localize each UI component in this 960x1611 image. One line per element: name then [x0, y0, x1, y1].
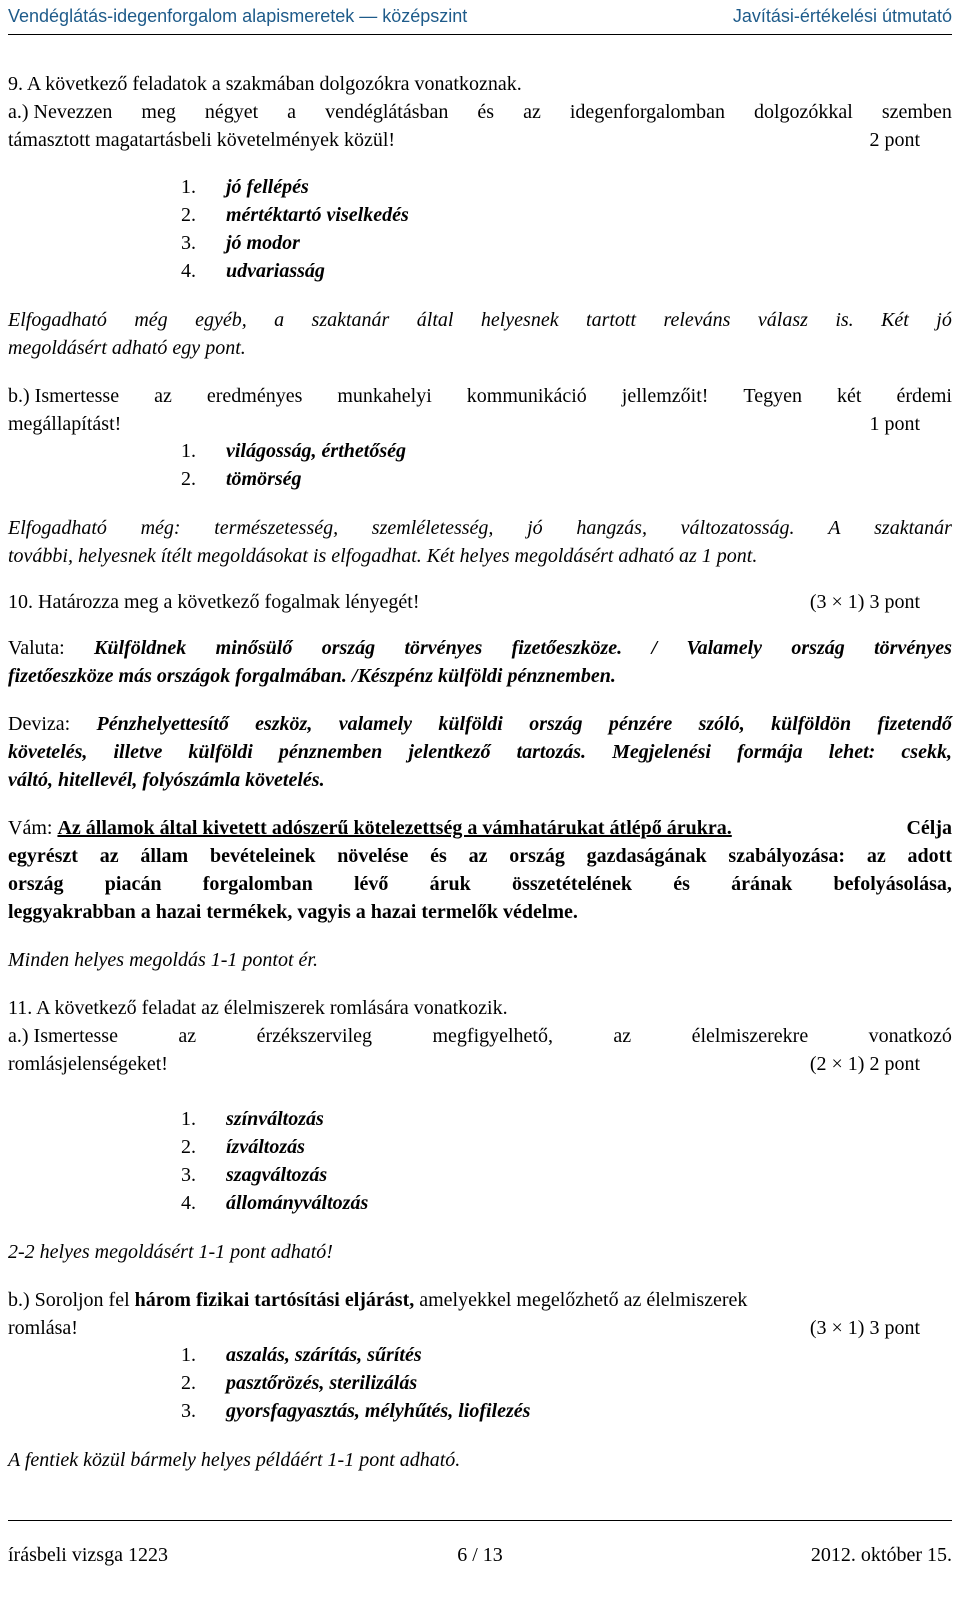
word: eredményes: [206, 385, 303, 407]
word: dolgozókkal: [754, 101, 853, 123]
q11-b-answer-1: 1. aszalás, szárítás, sűrítés: [181, 1344, 422, 1366]
q9-b-note-line1: [8, 516, 952, 540]
word: a.) Ismertesse: [8, 1025, 118, 1047]
q11-b-note: A fentiek közül bármely helyes példáért 1-1 pont adható.: [8, 1449, 461, 1471]
q9-a-question-line1: [8, 100, 952, 124]
word: vendéglátásban: [325, 101, 449, 123]
word: és: [673, 873, 690, 895]
word: az: [468, 845, 488, 867]
word: adott: [907, 845, 952, 867]
word: jó: [527, 517, 543, 539]
q10-points: (3 × 1) 3 pont: [809, 591, 920, 613]
word: követelés,: [8, 741, 88, 763]
word: munkahelyi: [337, 385, 432, 407]
word: négyet: [204, 101, 259, 123]
footer-date: 2012. október 15.: [810, 1544, 952, 1566]
word: az: [99, 845, 119, 867]
q11-b-question-line1: b.) Soroljon fel három fizikai tartósítási eljárást, amelyekkel megelőzhető az élelmiszerek: [8, 1289, 748, 1311]
word: fizetendő: [877, 713, 952, 735]
word: és: [430, 845, 447, 867]
word: megfigyelhető,: [432, 1025, 553, 1047]
word: érdemi: [896, 385, 952, 407]
q10-vam-line4: leggyakrabban a hazai termékek, vagyis a hazai termelők védelme.: [8, 901, 578, 923]
vam-label: Vám:: [8, 817, 53, 839]
q11-intro: 11. A következő feladat az élelmiszerek romlására vonatkozik.: [8, 997, 508, 1019]
word: Pénzhelyettesítő: [96, 713, 229, 735]
word: szemléletesség,: [371, 517, 494, 539]
word: változatosság.: [680, 517, 795, 539]
word: érzékszervileg: [256, 1025, 373, 1047]
q10-vam-line2: [8, 844, 952, 868]
q11-b-points: (3 × 1) 3 pont: [809, 1317, 920, 1339]
word: Két: [881, 309, 909, 331]
header-title: Vendéglátás-idegenforgalom alapismeretek — középszint: [8, 6, 468, 26]
q9-a-answer-2: 2. mértéktartó viselkedés: [181, 204, 409, 226]
q9-b-answer-2: 2. tömörség: [181, 468, 302, 490]
word: egyéb,: [195, 309, 247, 331]
valuta-label: Valuta:: [8, 637, 65, 659]
word: ország: [791, 637, 845, 659]
word: a: [274, 309, 285, 331]
vam-definition: Az államok által kivetett adószerű kötelezettség a vámhatárukat átlépő árukra.: [57, 817, 732, 839]
word: áruk: [429, 873, 471, 895]
q10-deviza-line1: [8, 712, 952, 736]
word: szaktanár: [874, 517, 952, 539]
q9-a-note-line1: [8, 308, 952, 332]
word: élelmiszerekre: [691, 1025, 809, 1047]
word: Tegyen: [743, 385, 802, 407]
word: még: [134, 309, 168, 331]
q9-b-question-line2: megállapítást!: [8, 413, 122, 435]
footer-exam-id: írásbeli vizsga 1223: [8, 1544, 168, 1566]
q9-b-answer-1: 1. világosság, érthetőség: [181, 440, 406, 462]
q11-b-question-line2: romlása!: [8, 1317, 78, 1339]
word: eszköz,: [255, 713, 313, 735]
q11-a-answer-2: 2. ízváltozás: [181, 1136, 305, 1158]
word: az: [154, 385, 172, 407]
word: még:: [140, 517, 181, 539]
word: meg: [141, 101, 176, 123]
word: egyrészt: [8, 845, 78, 867]
q11-a-points: (2 × 1) 2 pont: [809, 1053, 920, 1075]
q11-b-answer-2: 2. pasztőrözés, sterilizálás: [181, 1372, 418, 1394]
word: b.) Ismertesse: [8, 385, 120, 407]
q9-a-question-line2: támasztott magatartásbeli követelmények közül!: [8, 129, 396, 151]
word: törvényes: [404, 637, 483, 659]
word: csekk,: [901, 741, 952, 763]
q9-a-answer-3: 3. jó modor: [181, 232, 300, 254]
q10-valuta-line1: [8, 636, 952, 660]
word: kommunikáció: [466, 385, 587, 407]
word: külföldön: [771, 713, 852, 735]
word: forgalomban: [202, 873, 313, 895]
word: gazdaságának: [586, 845, 707, 867]
word: tartott: [586, 309, 637, 331]
word: hangzás,: [576, 517, 647, 539]
word: ország: [321, 637, 376, 659]
word: az: [523, 101, 541, 123]
word: az: [613, 1025, 632, 1047]
word: vonatkozó: [868, 1025, 952, 1047]
word: az: [178, 1025, 197, 1047]
word: formája: [737, 741, 803, 763]
word: pénznemben: [278, 741, 383, 763]
q10-note: Minden helyes megoldás 1-1 pontot ér.: [8, 949, 318, 971]
q11-a-note: 2-2 helyes megoldásért 1-1 pont adható!: [8, 1241, 333, 1263]
word: szabályozása:: [728, 845, 846, 867]
q10-vam-line1: Vám: Az államok által kivetett adószerű kötelezettség a vámhatárukat átlépő árukra. Célja: [8, 817, 952, 839]
q9-b-points: 1 pont: [869, 413, 920, 435]
word: jó: [936, 309, 952, 331]
word: idegenforgalomban: [569, 101, 725, 123]
q11-a-answer-3: 3. szagváltozás: [181, 1164, 328, 1186]
word: lévő: [353, 873, 389, 895]
footer-rule: [8, 1520, 952, 1521]
q10-deviza-line3: váltó, hitellevél, folyószámla követelés.: [8, 769, 325, 791]
word: valamely: [338, 713, 413, 735]
word: ország: [529, 713, 583, 735]
word: pénzére: [608, 713, 673, 735]
word: lehet:: [828, 741, 876, 763]
q9-b-note-line2: további, helyesnek ítélt megoldásokat is elfogadhat. Két helyes megoldásért adható az 1 pont.: [8, 545, 758, 567]
word: két: [837, 385, 862, 407]
word: releváns: [663, 309, 731, 331]
word: növelése: [337, 845, 409, 867]
word: Külföldnek: [94, 637, 187, 659]
word: jellemzőit!: [621, 385, 709, 407]
q10-valuta-line2: fizetőeszköze más országok forgalmában. /Készpénz külföldi pénznemben.: [8, 665, 616, 687]
word: által: [416, 309, 454, 331]
q9-a-answer-4: 4. udvariasság: [181, 260, 325, 282]
q11-b-emphasis: három fizikai tartósítási eljárást,: [134, 1289, 415, 1311]
q11-a-answer-4: 4. állományváltozás: [181, 1192, 369, 1214]
q9-a-points: 2 pont: [869, 129, 920, 151]
word: és: [477, 101, 495, 123]
q9-a-answer-1: 1. jó fellépés: [181, 176, 309, 198]
word: az: [866, 845, 886, 867]
word: Elfogadható: [8, 517, 107, 539]
q11-a-question-line1: [8, 1024, 952, 1048]
word: szóló,: [698, 713, 745, 735]
word: állam: [140, 845, 189, 867]
footer-page-number: 6 / 13: [457, 1544, 503, 1566]
word: Valamely: [686, 637, 763, 659]
header-rule: [8, 34, 952, 35]
word: a: [287, 101, 297, 123]
word: ország: [8, 873, 64, 895]
word: jelentkező: [408, 741, 491, 763]
word: helyesnek: [480, 309, 559, 331]
word: törvényes: [874, 637, 952, 659]
word: fizetőeszköze.: [511, 637, 623, 659]
word: természetesség,: [214, 517, 339, 539]
word: /: [651, 637, 658, 659]
header-subtitle: Javítási-értékelési útmutató: [732, 6, 952, 26]
word: árának: [731, 873, 793, 895]
word: külföldi: [438, 713, 503, 735]
word: a.) Nevezzen: [8, 101, 113, 123]
word: szaktanár: [311, 309, 390, 331]
word: tartozás.: [516, 741, 587, 763]
word: is.: [835, 309, 854, 331]
word: Elfogadható: [8, 309, 107, 331]
q11-b-answer-3: 3. gyorsfagyasztás, mélyhűtés, liofilezés: [181, 1400, 531, 1422]
q10-vam-line3: [8, 872, 952, 896]
word: ország: [509, 845, 565, 867]
q11-a-answer-1: 1. színváltozás: [181, 1108, 324, 1130]
word: Megjelenési: [612, 741, 711, 763]
word: külföldi: [188, 741, 253, 763]
q10-title: 10. Határozza meg a következő fogalmak lényegét!: [8, 591, 420, 613]
word: válasz: [757, 309, 808, 331]
q11-a-question-line2: romlásjelenségeket!: [8, 1053, 168, 1075]
q9-intro: 9. A következő feladatok a szakmában dolgozókra vonatkoznak.: [8, 73, 522, 95]
word: illetve: [113, 741, 163, 763]
word: piacán: [104, 873, 162, 895]
word: összetételének: [512, 873, 632, 895]
word: bevételeinek: [209, 845, 316, 867]
q9-a-note-line2: megoldásért adható egy pont.: [8, 337, 246, 359]
word: befolyásolása,: [833, 873, 952, 895]
word: szemben: [881, 101, 952, 123]
word: A: [828, 517, 841, 539]
q10-deviza-line2: [8, 740, 952, 764]
q9-b-question-line1: [8, 384, 952, 408]
word: minősülő: [215, 637, 293, 659]
deviza-label: Deviza:: [8, 713, 71, 735]
